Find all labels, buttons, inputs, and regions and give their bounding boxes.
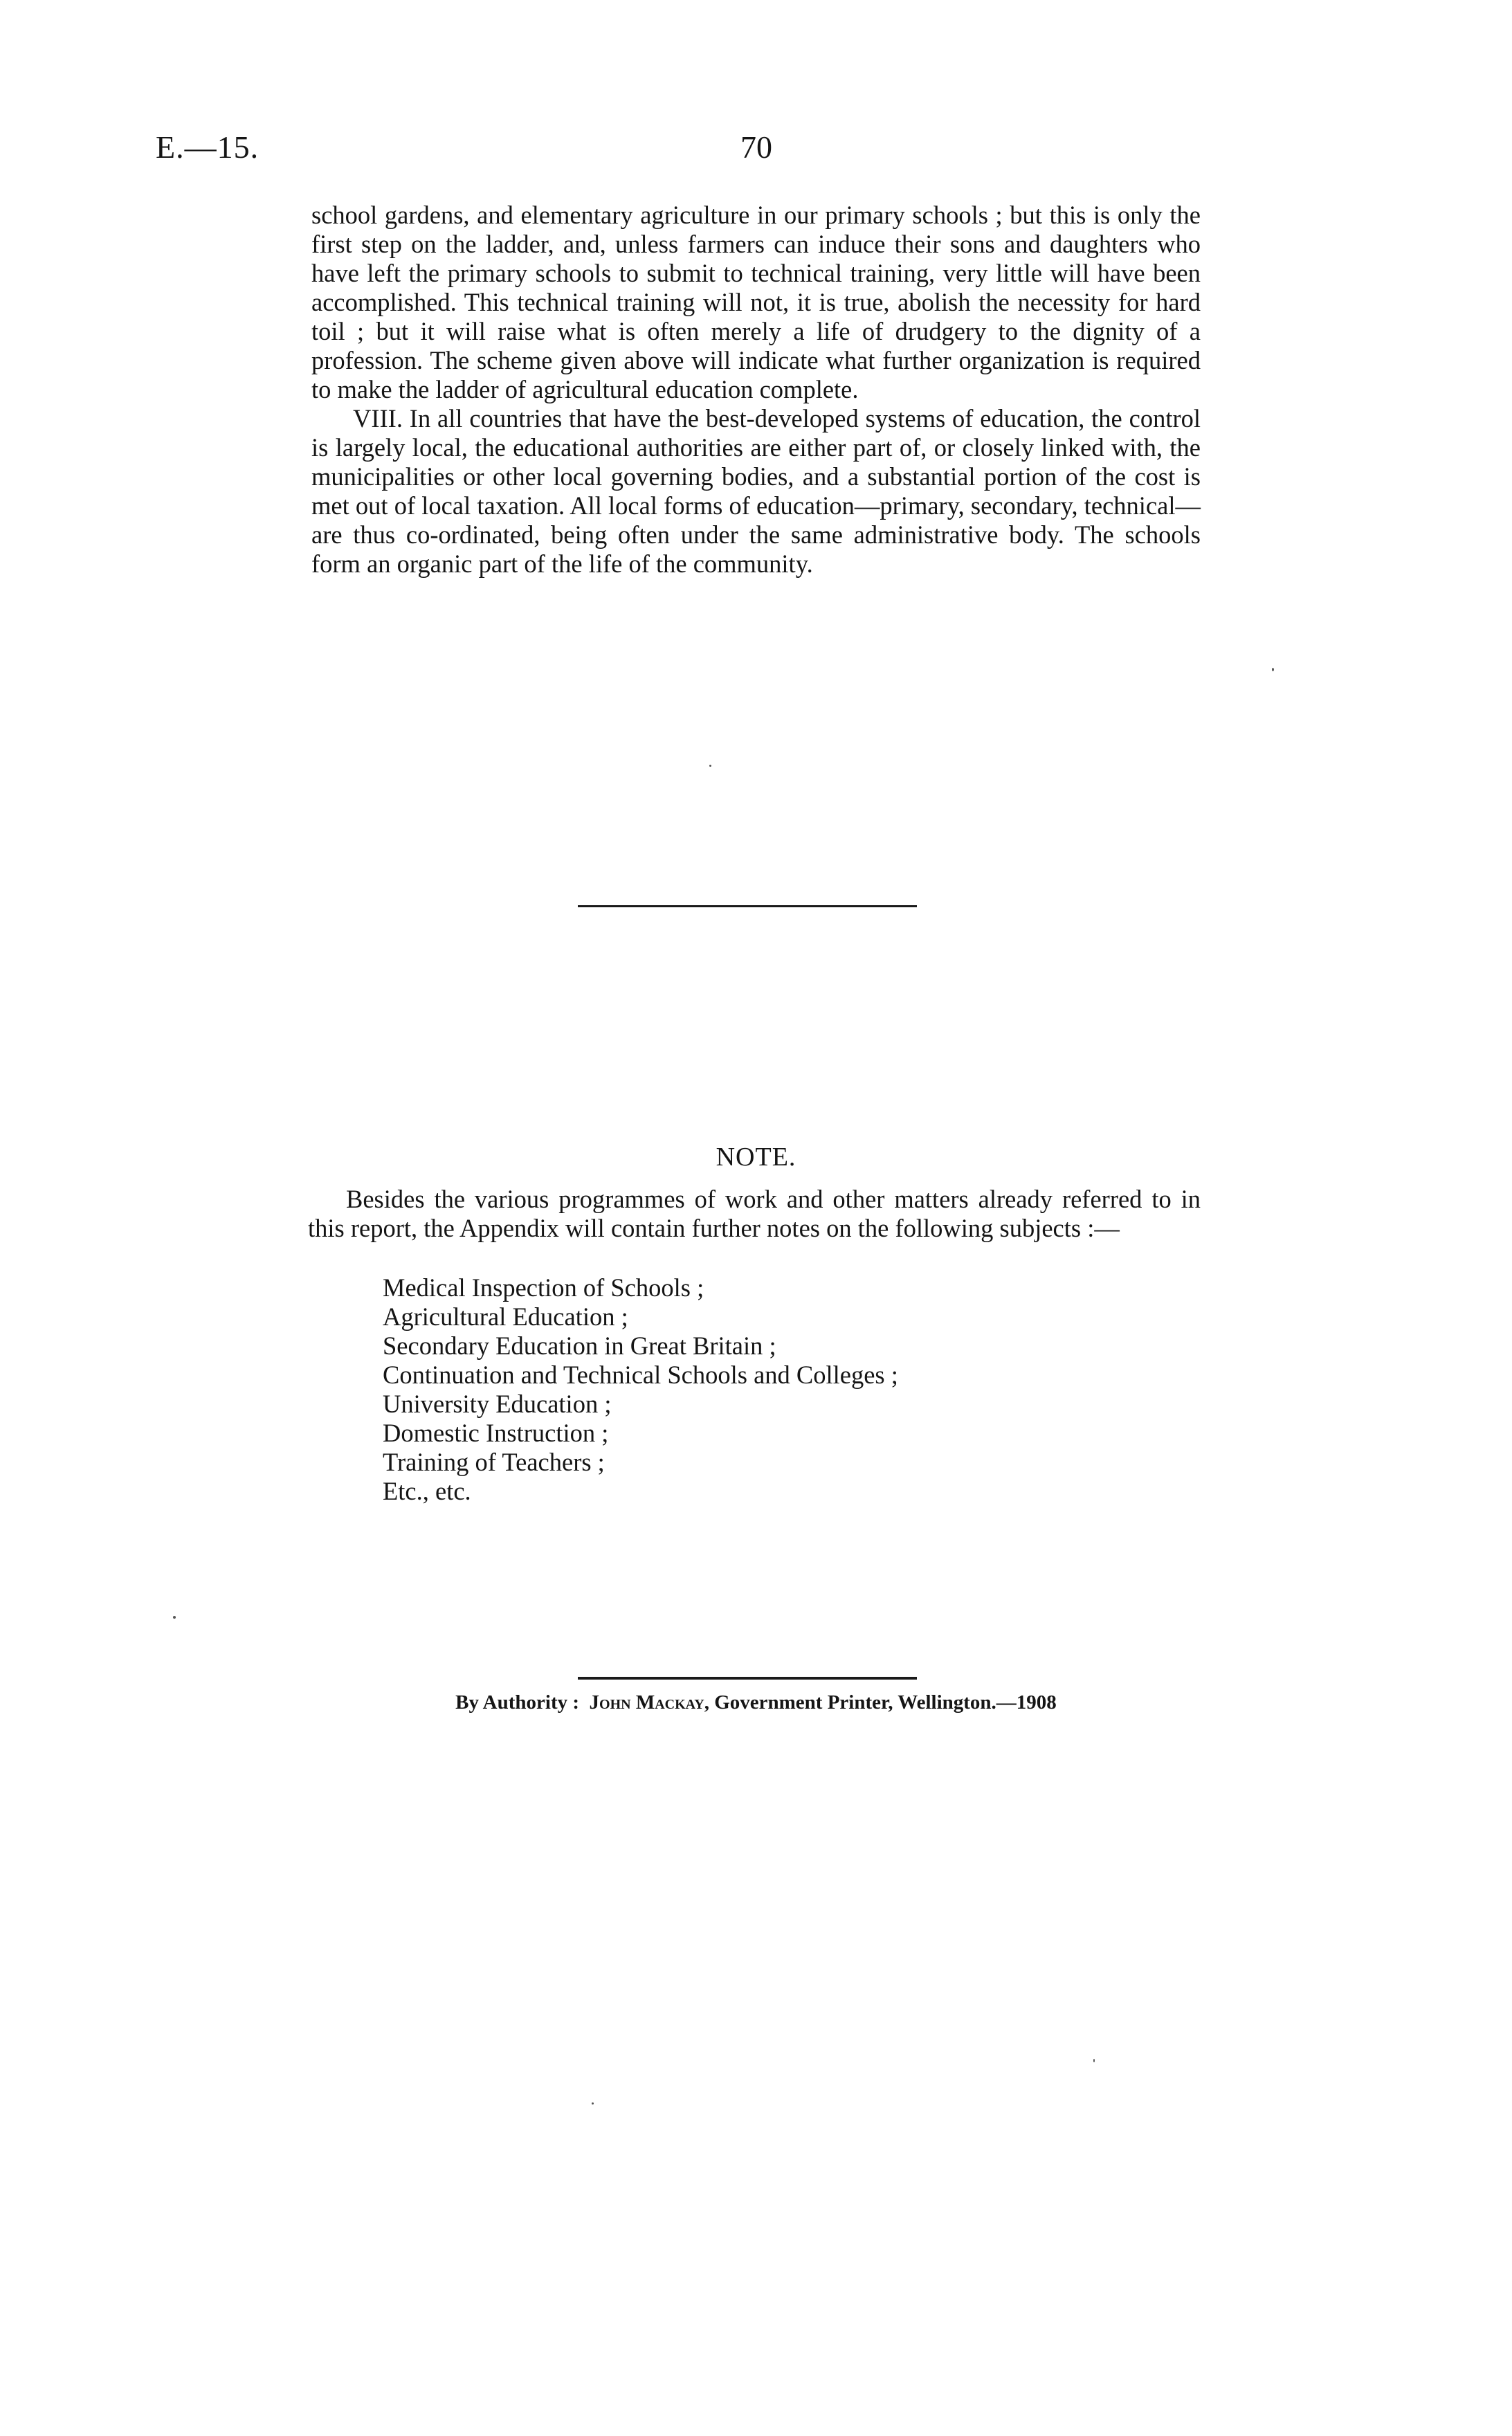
paragraph: school gardens, and elementary agriculture in our primary schools ; but this is only the first step on the ladder, and, unless farmers can induce their sons and daughters who have left the primary schools to submit to technical training, very little will have been accomplished. This technical training will not, it is true, abolish the necessity for hard toil ; but it will raise what is often merely a life of drudgery to the dignity of a profession. The scheme given above will indicate what further organization is required to make the ladder of agricultural education complete.	[311, 201, 1201, 403]
scan-speck	[1093, 2059, 1095, 2062]
subject-list	[383, 1273, 898, 1506]
imprint-printer-title: Government Printer,	[714, 1691, 893, 1714]
list-item: Agricultural Education ;	[383, 1302, 628, 1331]
note-heading: NOTE.	[716, 1143, 796, 1172]
list-item: University Education ;	[383, 1390, 612, 1418]
scan-speck	[1272, 668, 1274, 671]
list-item: Secondary Education in Great Britain ;	[383, 1331, 776, 1360]
list-item: Medical Inspection of Schools ;	[383, 1273, 704, 1302]
note-intro: Besides the various programmes of work and other matters already referred to in this report, the Appendix will contain further notes on the following subjects :—	[308, 1185, 1201, 1242]
printer-imprint	[0, 1691, 1512, 1714]
list-item: Continuation and Technical Schools and Colleges ;	[383, 1361, 898, 1389]
scan-speck	[173, 1616, 176, 1619]
imprint-divider	[578, 1677, 917, 1680]
list-item: Domestic Instruction ;	[383, 1419, 609, 1447]
paragraph: VIII. In all countries that have the best-developed systems of education, the control is largely local, the educational authorities are either part of, or closely linked with, the municipalities or other local governing bodies, and a substantial portion of the cost is met out of local taxation. All local forms of education—primary, secondary, technical—are thus co-ordinated, being often under the same administrative body. The schools form an organic part of the life of the community.	[311, 404, 1201, 578]
section-divider	[578, 905, 917, 907]
scan-speck	[709, 765, 711, 767]
imprint-printer-name: John Mackay,	[589, 1691, 709, 1714]
scan-speck	[592, 2102, 594, 2105]
imprint-authority: By Authority :	[455, 1691, 580, 1714]
list-item: Etc., etc.	[383, 1477, 471, 1505]
body-text	[311, 201, 1201, 579]
page-number: 70	[740, 129, 772, 165]
page-reference: E.—15.	[156, 129, 259, 165]
imprint-place-year: Wellington.—1908	[898, 1691, 1057, 1714]
list-item: Training of Teachers ;	[383, 1448, 605, 1476]
